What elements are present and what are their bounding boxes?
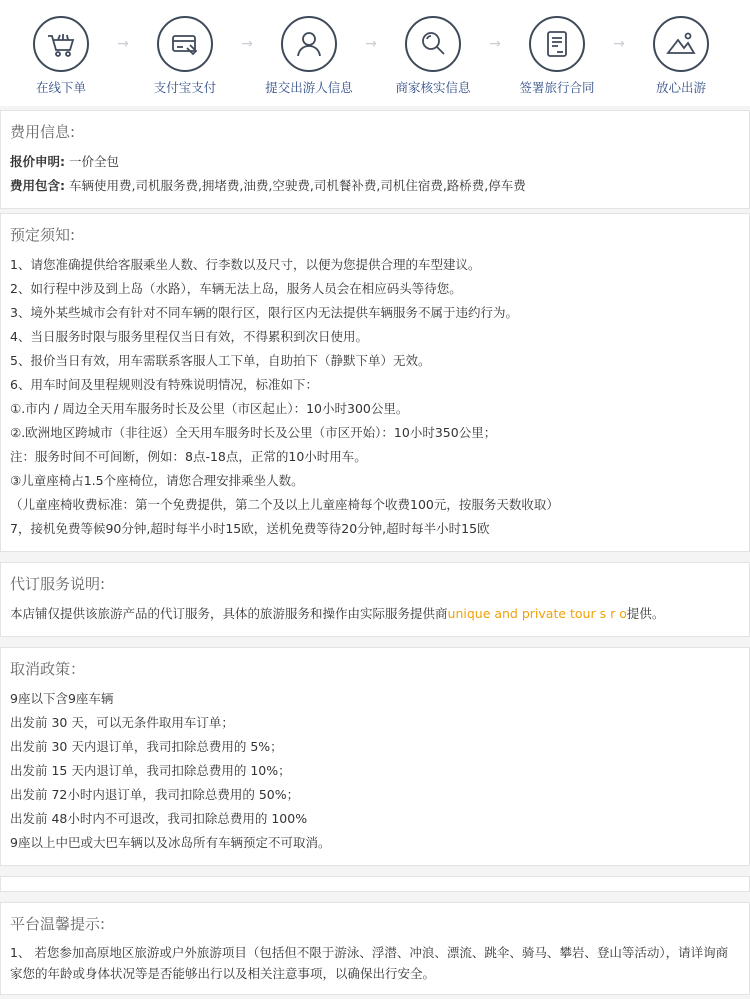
person-icon [281,16,337,72]
document-icon [529,16,585,72]
list-item: 出发前 30 天，可以无条件取用车订单； [10,715,234,730]
list-item: ①.市内 / 周边全天用车服务时长及公里（市区起止）：10小时300公里。 [10,401,409,416]
booking-notes-panel [0,213,750,552]
agent-text-before: 本店铺仅提供该旅游产品的代订服务，具体的旅游服务和操作由实际服务提供商 [10,606,448,621]
list-item: 出发前 15 天内退订单，我司扣除总费用的 10%； [10,763,291,778]
step-verify [390,16,476,96]
list-item: 6、用车时间及里程规则没有特殊说明情况，标准如下： [10,377,318,392]
platform-tips-panel [0,902,750,995]
content-area [0,896,750,999]
mountain-icon [653,16,709,72]
magnifier-icon [405,16,461,72]
content-area [0,641,750,870]
include-value: 车辆使用费,司机服务费,拥堵费,油费,空驶费,司机餐补费,司机住宿费,路桥费,停车费 [68,178,526,193]
list-item: 注：服务时间不可间断，例如：8点-18点，正常的10小时用车。 [10,449,367,464]
list-item: 1、请您准确提供给客服乘坐人数、行李数以及尺寸，以便为您提供合理的车型建议。 [10,257,481,272]
arrow-right-icon: → [241,36,253,52]
list-item: 出发前 30 天内退订单，我司扣除总费用的 5%； [10,739,283,754]
content-area [0,870,750,896]
step-label: 商家核实信息 [395,80,471,95]
content-area [0,213,750,556]
list-item: 4、当日服务时限与服务里程仅当日有效，不得累积到次日使用。 [10,329,368,344]
section-title: 代订服务说明: [10,575,106,593]
step-label: 放心出游 [655,80,706,95]
cancellation-panel [0,647,750,866]
agent-text-after: 提供。 [626,606,665,621]
step-label: 支付宝支付 [153,80,217,95]
content-area [0,556,750,641]
step-label: 签署旅行合同 [519,80,595,95]
list-item: 3、境外某些城市会有针对不同车辆的限行区，限行区内无法提供车辆服务不属于违约行为。 [10,305,518,320]
arrow-right-icon: → [489,36,501,52]
list-item: 9座以下含9座车辆 [10,691,114,706]
section-title: 取消政策： [10,660,86,678]
empty-panel [0,876,750,892]
arrow-right-icon: → [117,36,129,52]
shopping-cart-icon [33,16,89,72]
agent-service-text [10,602,740,626]
step-label: 提交出游人信息 [265,80,353,95]
tips-text: 1、 若您参加高原地区旅游或户外旅游项目（包括但不限于游泳、浮潜、冲浪、漂流、跳伞、骑马、攀岩、登山等活动），请详询商家您的年龄或身体状况等是否能够出行以及相关注意事项，以确保出行安全。 [10,945,729,981]
quote-value: 一价全包 [68,154,119,169]
section-title: 平台温馨提示: [10,915,106,933]
section-title: 预定须知: [10,226,76,244]
quote-statement [10,150,740,174]
step-label: 在线下单 [35,80,86,95]
list-item: 出发前 48小时内不可退改，我司扣除总费用的 100% [10,811,308,826]
list-item: 7，接机免费等候90分钟,超时每半小时15欧，送机免费等待20分钟,超时每半小时15欧 [10,521,490,536]
arrow-right-icon: → [613,36,625,52]
section-title: 费用信息: [10,123,76,141]
list-item: 9座以上中巴或大巴车辆以及冰岛所有车辆预定不可取消。 [10,835,331,850]
list-item: ②.欧洲地区跨城市（非往返）全天用车服务时长及公里（市区开始）：10小时350公里； [10,425,497,440]
content-area [0,106,750,213]
arrow-right-icon: → [365,36,377,52]
step-order [18,16,104,96]
list-item: 2、如行程中涉及到上岛（水路），车辆无法上岛，服务人员会在相应码头等待您。 [10,281,462,296]
agent-service-panel [0,562,750,637]
list-item: （儿童座椅收费标准：第一个免费提供，第二个及以上儿童座椅每个收费100元，按服务天数收取） [10,497,559,512]
step-submit-info [266,16,352,96]
credit-card-icon [157,16,213,72]
booking-steps [0,0,750,106]
step-travel [638,16,724,96]
fee-info-panel [0,110,750,209]
list-item: ③儿童座椅占1.5个座椅位，请您合理安排乘坐人数。 [10,473,304,488]
fee-includes [10,174,740,198]
list-item: 5、报价当日有效，用车需联系客服人工下单，自助拍下（静默下单）无效。 [10,353,431,368]
quote-label: 报价申明: [10,154,65,169]
list-item: 出发前 72小时内退订单，我司扣除总费用的 50%； [10,787,300,802]
step-contract [514,16,600,96]
step-pay [142,16,228,96]
provider-name: unique and private tour s r o [447,606,627,621]
include-label: 费用包含: [10,178,65,193]
